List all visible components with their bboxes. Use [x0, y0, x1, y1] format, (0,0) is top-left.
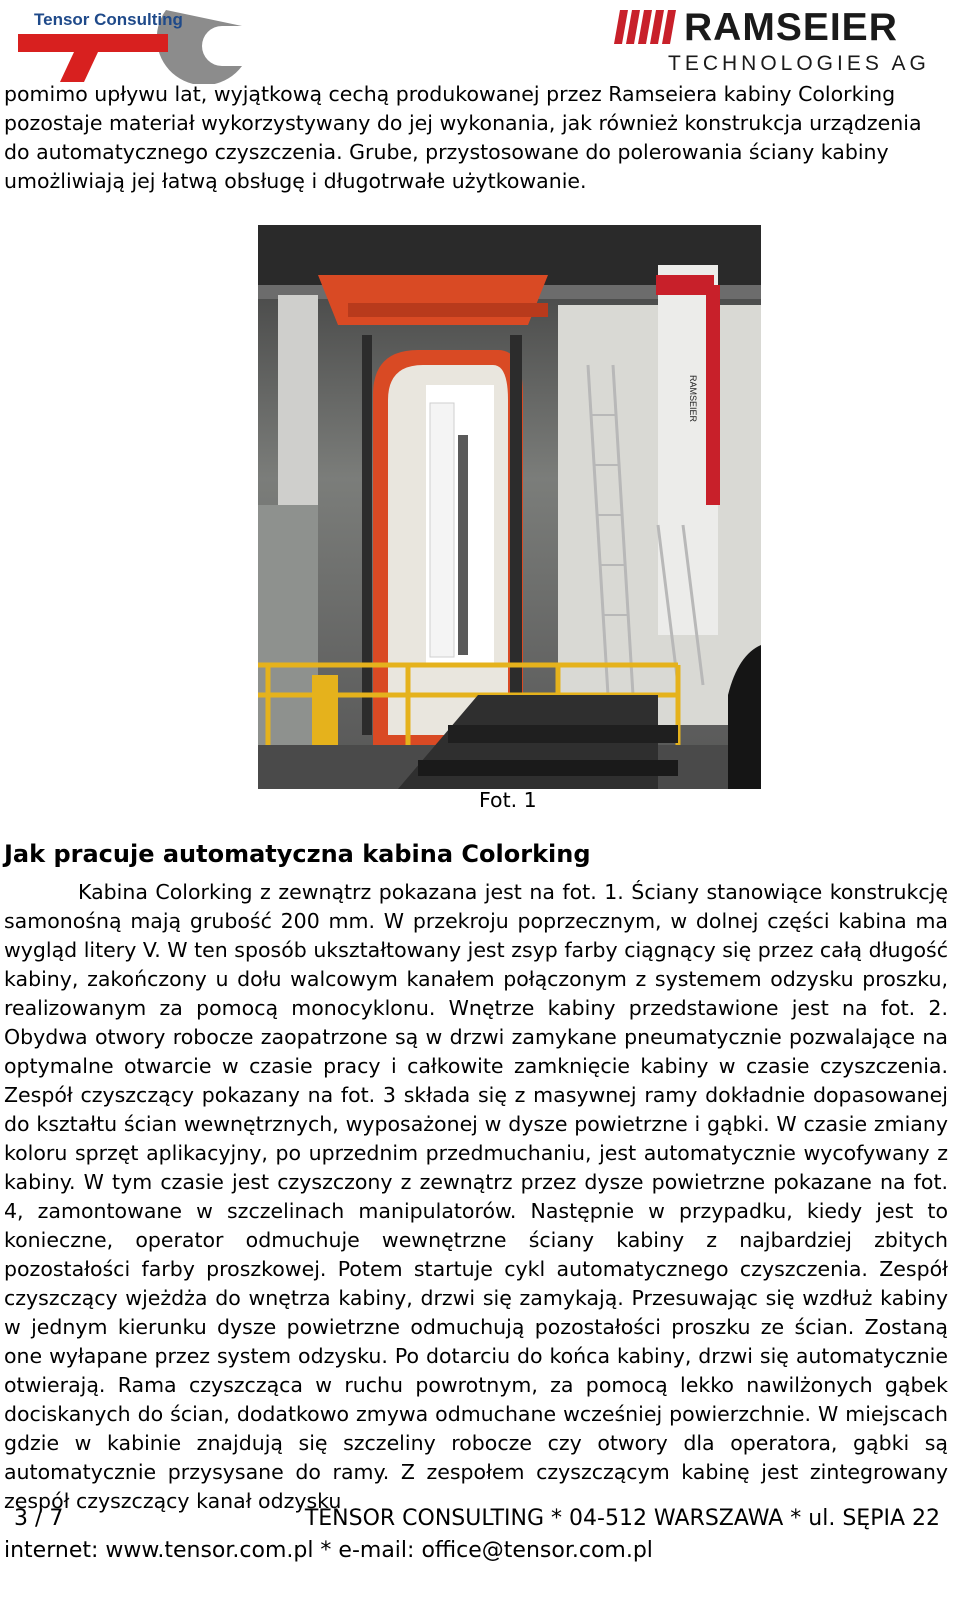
ramseier-logo	[612, 6, 942, 78]
ramseier-logo-subtitle: TECHNOLOGIES AG	[668, 52, 930, 75]
photo-caption: Fot. 1	[479, 788, 537, 812]
ramseier-logo-name: RAMSEIER	[684, 6, 898, 49]
footer-company-line: TENSOR CONSULTING * 04-512 WARSZAWA * ul. SĘPIA 22	[304, 1506, 940, 1531]
page-number: 3 / 7	[14, 1506, 64, 1531]
page-footer	[0, 1506, 960, 1576]
cabin-brand-label: RAMSEIER	[688, 375, 698, 423]
footer-contact-line: internet: www.tensor.com.pl * e-mail: office@tensor.com.pl	[4, 1538, 653, 1563]
ramseier-bars-icon	[612, 10, 678, 44]
tensor-logo-text: Tensor Consulting	[34, 10, 183, 29]
body-paragraph: Kabina Colorking z zewnątrz pokazana jest na fot. 1. Ściany stanowiące konstrukcję samonośną mają grubość 200 mm. W przekroju poprzecznym, w dolnej części kabina ma wygląd litery V. W ten sposób ukształtowany jest zsyp farby ciągnący się przez całą długość kabiny, zakończony u dołu walcowym kanałem połączonym z systemem odzysku proszku, realizowanym za pomocą monocyklonu. Wnętrze kabiny przedstawione jest na fot. 2. Obydwa otwory robocze zaopatrzone są w drzwi zamykane pneumatycznie pozwalające na optymalne otwarcie w czasie pracy i całkowite zamknięcie kabiny w czasie czyszczenia. Zespół czyszczący pokazany na fot. 3 składa się z masywnej ramy dokładnie dopasowanej do kształtu ścian wewnętrznych, wyposażonej w dysze powietrzne i gąbki. W czasie zmiany koloru sprzęt aplikacyjny, po uprzednim przedmuchaniu, jest automatycznie wycofywany z kabiny. W tym czasie jest czyszczony z zewnątrz przez dysze powietrzne pokazane na fot. 4, zamontowane w szczelinach manipulatorów. Następnie w przypadku, kiedy jest to konieczne, operator odmuchuje wewnętrzne ściany kabiny z najbardziej zbitych pozostałości farby proszkowej. Potem startuje cykl automatycznego czyszczenia. Zespół czyszczący wjeżdża do wnętrza kabiny, drzwi się zamykają. Przesuwając się wzdłuż kabiny w jednym kierunku dysze powietrzne odmuchują pozostałości proszku ze ścian. Zostaną one wyłapane przez system odzysku. Po dotarciu do końca kabiny, drzwi się automatycznie otwierają. Rama czyszcząca w ruchu powrotnym, za pomocą lekko nawilżonych gąbek dociskanych do ścian, dodatkowo zmywa odmuchane wcześniej powierzchnie. W miejscach gdzie w kabinie znajdują się szczeliny robocze czy otwory dla operatora, gąbki są automatycznie przysysane do ramy. Z zespołem czyszczącym kabinę jest zintegrowany zespół czyszczący kanał odzysku	[4, 880, 948, 1513]
page-header	[0, 0, 960, 88]
tensor-consulting-logo	[16, 4, 246, 84]
section-heading: Jak pracuje automatyczna kabina Colorking	[4, 840, 591, 868]
intro-paragraph: pomimo upływu lat, wyjątkową cechą produkowanej przez Ramseiera kabiny Colorking pozostaje materiał wykorzystywany do jej wykonania, jak również konstrukcja urządzenia do automatycznego czyszczenia. Grube, przystosowane do polerowania ściany kabiny umożliwiają jej łatwą obsługę i długotrwałe użytkowanie.	[4, 82, 922, 193]
cabin-photo	[258, 225, 761, 789]
